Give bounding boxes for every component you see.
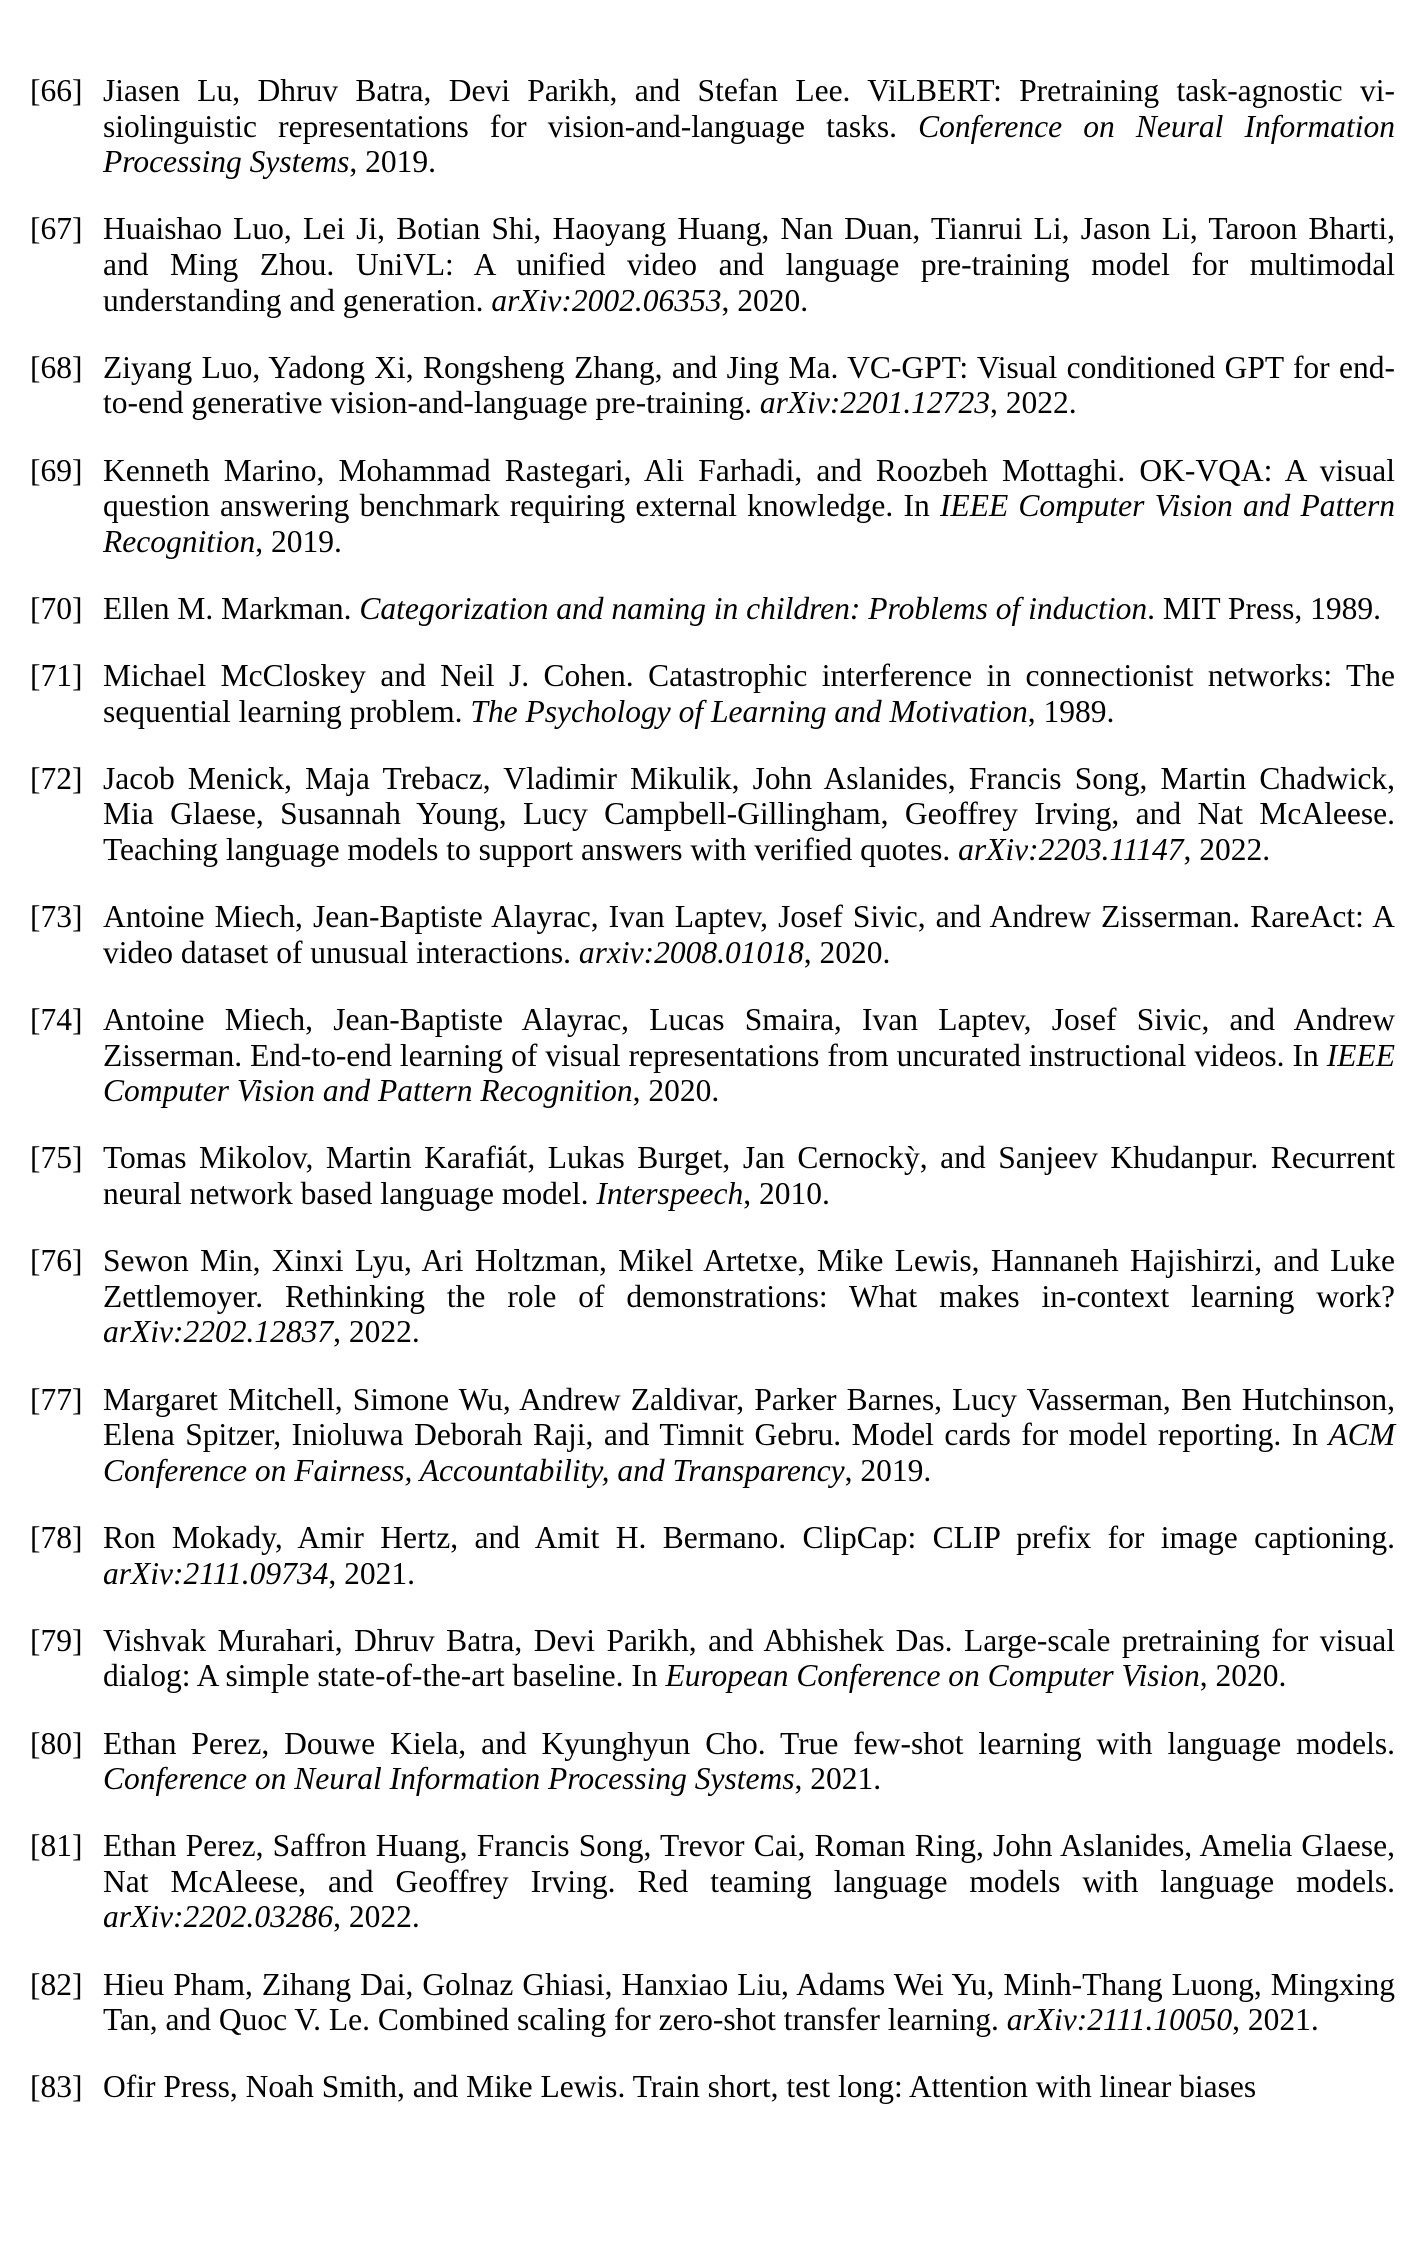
reference-text-segment: Vishvak Murahari, Dhruv Batra, Devi Parikh, and Abhishek Das. Large-scale pretraining for visual dialog: A simple state-of-the-art baseline. In: [103, 1622, 1395, 1694]
reference-item: [0, 73, 1395, 180]
reference-text: [103, 1828, 1395, 1934]
reference-text-segment: Michael McCloskey and Neil J. Cohen. Catastrophic interference in connectionist networks: The sequential learning problem.: [103, 658, 1395, 729]
reference-number: [73]: [30, 899, 83, 935]
reference-text-segment: Ellen M. Markman.: [103, 590, 360, 626]
reference-venue-italic: arxiv:2008.01018: [578, 934, 804, 970]
reference-text-segment: Ziyang Luo, Yadong Xi, Rongsheng Zhang, and Jing Ma. VC-GPT: Visual conditioned GPT for end-to-end generative vision-and-language pre-training.: [103, 349, 1395, 421]
reference-number: [70]: [30, 590, 83, 626]
reference-item: [0, 1967, 1395, 2038]
reference-text: [103, 1623, 1395, 1694]
reference-text-segment: , 2022.: [989, 385, 1077, 421]
reference-item: [0, 1828, 1395, 1935]
reference-number: [67]: [30, 211, 83, 247]
reference-item: [0, 591, 1395, 627]
reference-text: [103, 350, 1395, 421]
reference-venue-italic: The Psychology of Learning and Motivation: [470, 693, 1028, 729]
reference-text: [103, 658, 1395, 729]
reference-number: [82]: [30, 1966, 83, 2002]
reference-item: [0, 1243, 1395, 1350]
reference-text-segment: Jiasen Lu, Dhruv Batra, Devi Parikh, and Stefan Lee. ViLBERT: Pretraining task-agnostic visiolinguistic representations for vision-and-language tasks.: [103, 73, 1395, 144]
reference-text-segment: Huaishao Luo, Lei Ji, Botian Shi, Haoyang Huang, Nan Duan, Tianrui Li, Jason Li, Taroon Bharti, and Ming Zhou. UniVL: A unified video and language pre-training model for multimodal understanding and generation.: [103, 211, 1395, 318]
reference-item: [0, 2069, 1395, 2105]
reference-venue-italic: arXiv:2111.10050: [1006, 2002, 1233, 2038]
reference-venue-italic: arXiv:2202.12837: [103, 1314, 334, 1350]
reference-text-segment: , 2020.: [1199, 1658, 1287, 1694]
reference-text: [103, 591, 1381, 626]
reference-venue-italic: ACM Conference on Fairness, Accountability, and Transparency: [103, 1417, 1395, 1488]
reference-item: [0, 1726, 1395, 1797]
reference-venue-italic: IEEE Computer Vision and Pattern Recognition: [103, 1037, 1395, 1109]
reference-text: [103, 1243, 1395, 1349]
reference-text-segment: Hieu Pham, Zihang Dai, Golnaz Ghiasi, Hanxiao Liu, Adams Wei Yu, Minh-Thang Luong, Mingxing Tan, and Quoc V. Le. Combined scaling for zero-shot transfer learning.: [103, 1966, 1395, 2038]
reference-text-segment: , 2022.: [1183, 832, 1271, 868]
reference-text-segment: , 2019.: [255, 523, 342, 559]
reference-text-segment: Ofir Press, Noah Smith, and Mike Lewis. Train short, test long: Attention with linear biases: [103, 2069, 1257, 2105]
reference-item: [0, 1140, 1395, 1211]
reference-text: [103, 2069, 1256, 2104]
reference-text-segment: , 2020.: [632, 1073, 720, 1109]
reference-item: [0, 899, 1395, 970]
reference-text-segment: , 2020.: [803, 934, 891, 970]
reference-number: [79]: [30, 1622, 83, 1658]
reference-item: [0, 1002, 1395, 1109]
reference-number: [71]: [30, 658, 83, 694]
reference-venue-italic: European Conference on Computer Vision: [665, 1658, 1200, 1694]
reference-text: [103, 211, 1395, 317]
reference-item: [0, 1382, 1395, 1489]
reference-item: [0, 1623, 1395, 1694]
reference-number: [77]: [30, 1381, 83, 1417]
reference-text: [103, 1002, 1395, 1108]
reference-number: [80]: [30, 1725, 83, 1761]
reference-text-segment: Tomas Mikolov, Martin Karafiát, Lukas Burget, Jan Cernockỳ, and Sanjeev Khudanpur. Recurrent neural network based language model.: [103, 1140, 1395, 1211]
reference-number: [74]: [30, 1002, 83, 1038]
reference-venue-italic: arXiv:2202.03286: [103, 1899, 334, 1935]
reference-number: [72]: [30, 760, 83, 796]
reference-text-segment: Kenneth Marino, Mohammad Rastegari, Ali Farhadi, and Roozbeh Mottaghi. OK-VQA: A visual question answering benchmark requiring external knowledge. In: [103, 452, 1395, 524]
reference-text-segment: Ron Mokady, Amir Hertz, and Amit H. Bermano. ClipCap: CLIP prefix for image captioning.: [103, 1519, 1395, 1555]
reference-venue-italic: Conference on Neural Information Processing Systems: [103, 1761, 795, 1797]
reference-text-segment: . MIT Press, 1989.: [1147, 590, 1382, 626]
reference-venue-italic: arXiv:2111.09734: [103, 1555, 329, 1591]
reference-item: [0, 1520, 1395, 1591]
reference-venue-italic: arXiv:2002.06353: [491, 282, 722, 318]
reference-item: [0, 761, 1395, 868]
reference-item: [0, 211, 1395, 318]
reference-list: [0, 73, 1395, 2105]
reference-item: [0, 350, 1395, 421]
reference-text-segment: Antoine Miech, Jean-Baptiste Alayrac, Lucas Smaira, Ivan Laptev, Josef Sivic, and Andrew Zisserman. End-to-end learning of visual representations from uncurated instructional videos. In: [103, 1002, 1395, 1073]
reference-item: [0, 453, 1395, 560]
reference-text-segment: Ethan Perez, Saffron Huang, Francis Song, Trevor Cai, Roman Ring, John Aslanides, Amelia Glaese, Nat McAleese, and Geoffrey Irving. Red teaming language models with language models.: [103, 1828, 1395, 1899]
reference-text-segment: , 2020.: [721, 282, 809, 318]
reference-text: [103, 1967, 1395, 2038]
reference-text-segment: Jacob Menick, Maja Trebacz, Vladimir Mikulik, John Aslanides, Francis Song, Martin Chadwick, Mia Glaese, Susannah Young, Lucy Campbell-Gillingham, Geoffrey Irving, and Nat McAleese. Teaching language models to support answers with verified quotes.: [103, 760, 1395, 868]
reference-text-segment: , 2022.: [333, 1314, 420, 1350]
reference-number: [66]: [30, 73, 83, 108]
reference-venue-italic: Categorization and naming in children: Problems of induction: [359, 590, 1148, 626]
reference-text-segment: , 2019.: [844, 1452, 932, 1488]
reference-text: [103, 1520, 1395, 1591]
reference-text-segment: , 2021.: [794, 1761, 882, 1797]
reference-item: [0, 658, 1395, 729]
reference-text-segment: , 2022.: [333, 1899, 420, 1935]
reference-text-segment: Ethan Perez, Douwe Kiela, and Kyunghyun Cho. True few-shot learning with language models.: [103, 1725, 1395, 1761]
reference-text: [103, 1382, 1395, 1488]
reference-venue-italic: Interspeech: [596, 1176, 744, 1211]
reference-number: [69]: [30, 452, 83, 488]
reference-text-segment: , 1989.: [1027, 693, 1115, 729]
reference-venue-italic: IEEE Computer Vision and Pattern Recognition: [103, 488, 1395, 559]
reference-text: [103, 899, 1395, 970]
reference-number: [83]: [30, 2069, 83, 2105]
reference-number: [68]: [30, 349, 83, 385]
reference-number: [75]: [30, 1140, 83, 1176]
reference-text: [103, 73, 1395, 179]
reference-number: [81]: [30, 1828, 83, 1864]
reference-text-segment: , 2019.: [349, 144, 437, 180]
reference-text: [103, 453, 1395, 559]
reference-text-segment: Antoine Miech, Jean-Baptiste Alayrac, Ivan Laptev, Josef Sivic, and Andrew Zisserman. RareAct: A video dataset of unusual interactions.: [103, 899, 1395, 970]
reference-text-segment: , 2021.: [328, 1555, 416, 1591]
reference-text: [103, 1726, 1395, 1797]
reference-venue-italic: Conference on Neural Information Processing Systems: [103, 108, 1395, 180]
reference-text-segment: Margaret Mitchell, Simone Wu, Andrew Zaldivar, Parker Barnes, Lucy Vasserman, Ben Hutchinson, Elena Spitzer, Inioluwa Deborah Raji, and Timnit Gebru. Model cards for model reporting. In: [103, 1381, 1395, 1453]
reference-text: [103, 1140, 1395, 1211]
reference-text: [103, 761, 1395, 867]
reference-text-segment: , 2021.: [1232, 2002, 1319, 2038]
reference-venue-italic: arXiv:2203.11147: [958, 832, 1184, 868]
reference-text-segment: , 2010.: [743, 1176, 830, 1211]
reference-text-segment: Sewon Min, Xinxi Lyu, Ari Holtzman, Mikel Artetxe, Mike Lewis, Hannaneh Hajishirzi, and Luke Zettlemoyer. Rethinking the role of demonstrations: What makes in-context learning work?: [103, 1243, 1395, 1314]
reference-number: [78]: [30, 1519, 83, 1555]
reference-number: [76]: [30, 1243, 83, 1279]
reference-venue-italic: arXiv:2201.12723: [759, 385, 990, 421]
